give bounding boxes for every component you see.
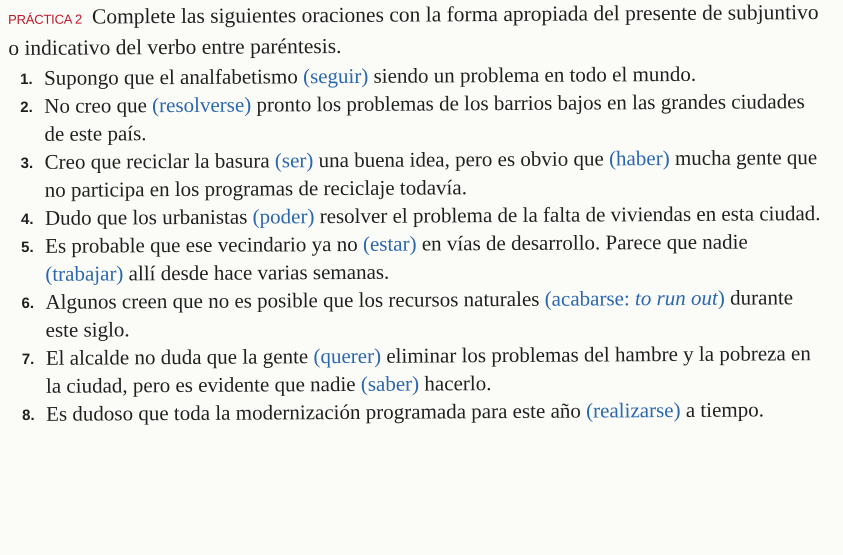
sentence-text: mucha gente que no participa en los programas de reciclaje todavía. (44, 145, 818, 202)
verb-prompt: (realizarse) (586, 397, 681, 423)
sentence-text: Dudo que los urbanistas (44, 204, 253, 230)
item-number: 6. (21, 294, 35, 312)
verb-prompt: (poder) (252, 204, 315, 229)
verb-gloss: to run out (634, 285, 718, 311)
sentence-text: Algunos creen que no es posible que los recursos naturales (45, 286, 545, 314)
sentence-text: allí desde hace varias semanas. (123, 259, 390, 286)
verb-prompt: ) (717, 285, 725, 310)
sentence-text: en vías de desarrollo. Parece que nadie (416, 229, 748, 256)
verb-prompt: (estar) (362, 231, 417, 256)
verb-prompt: (querer) (313, 343, 382, 369)
verb-prompt: (ser) (274, 148, 314, 173)
practice-header (8, 0, 828, 62)
sentence-text: eliminar los problemas del hambre y la pobreza en la ciudad, pero es evidente que nadie (45, 341, 811, 398)
exercise-items-list (20, 59, 822, 428)
sentence-text: No creo que (44, 93, 153, 118)
item-number: 7. (21, 350, 35, 368)
exercise-item (21, 227, 821, 288)
sentence-text: Creo que reciclar la basura (44, 148, 275, 174)
exercise-item (22, 395, 822, 428)
item-number: 4. (20, 210, 34, 228)
verb-prompt: (saber) (360, 371, 420, 396)
item-number: 3. (20, 154, 34, 172)
exercise-item (22, 339, 822, 400)
exercise-item (20, 87, 820, 148)
exercise-item (21, 143, 821, 204)
sentence-text: resolver el problema de la falta de viviendas en esta ciudad. (314, 201, 821, 229)
item-number: 5. (21, 238, 34, 256)
verb-prompt: (acabarse: (544, 286, 636, 311)
sentence-text: Es dudoso que toda la modernización programada para este año (46, 398, 587, 426)
sentence-text: Supongo que el analfabetismo (44, 64, 304, 90)
sentence-text: pronto los problemas de los barrios bajos en las grandes ciudades de este país. (44, 89, 805, 146)
verb-prompt: (haber) (608, 146, 670, 171)
item-number: 2. (20, 98, 33, 116)
sentence-text: una buena idea, pero es obvio que (313, 146, 610, 173)
sentence-text: hacerlo. (419, 371, 492, 396)
verb-prompt: (resolverse) (152, 92, 252, 118)
verb-prompt: (trabajar) (45, 261, 124, 286)
item-number: 8. (22, 406, 35, 424)
exercise-item (21, 283, 821, 344)
sentence-text: Es probable que ese vecindario ya no (45, 231, 363, 258)
item-number: 1. (20, 70, 33, 88)
sentence-text: a tiempo. (680, 397, 765, 422)
instructions-text: Complete las siguientes oraciones con la forma apropiada del presente de subjuntivo o indicativo del verbo entre paréntesis. (8, 0, 819, 60)
practice-label: PRÁCTICA 2 (8, 11, 83, 27)
sentence-text: El alcalde no duda que la gente (45, 344, 314, 370)
sentence-text: siendo un problema en todo el mundo. (368, 61, 697, 88)
sentence-text: durante este siglo. (45, 285, 794, 342)
verb-prompt: (seguir) (302, 63, 369, 89)
